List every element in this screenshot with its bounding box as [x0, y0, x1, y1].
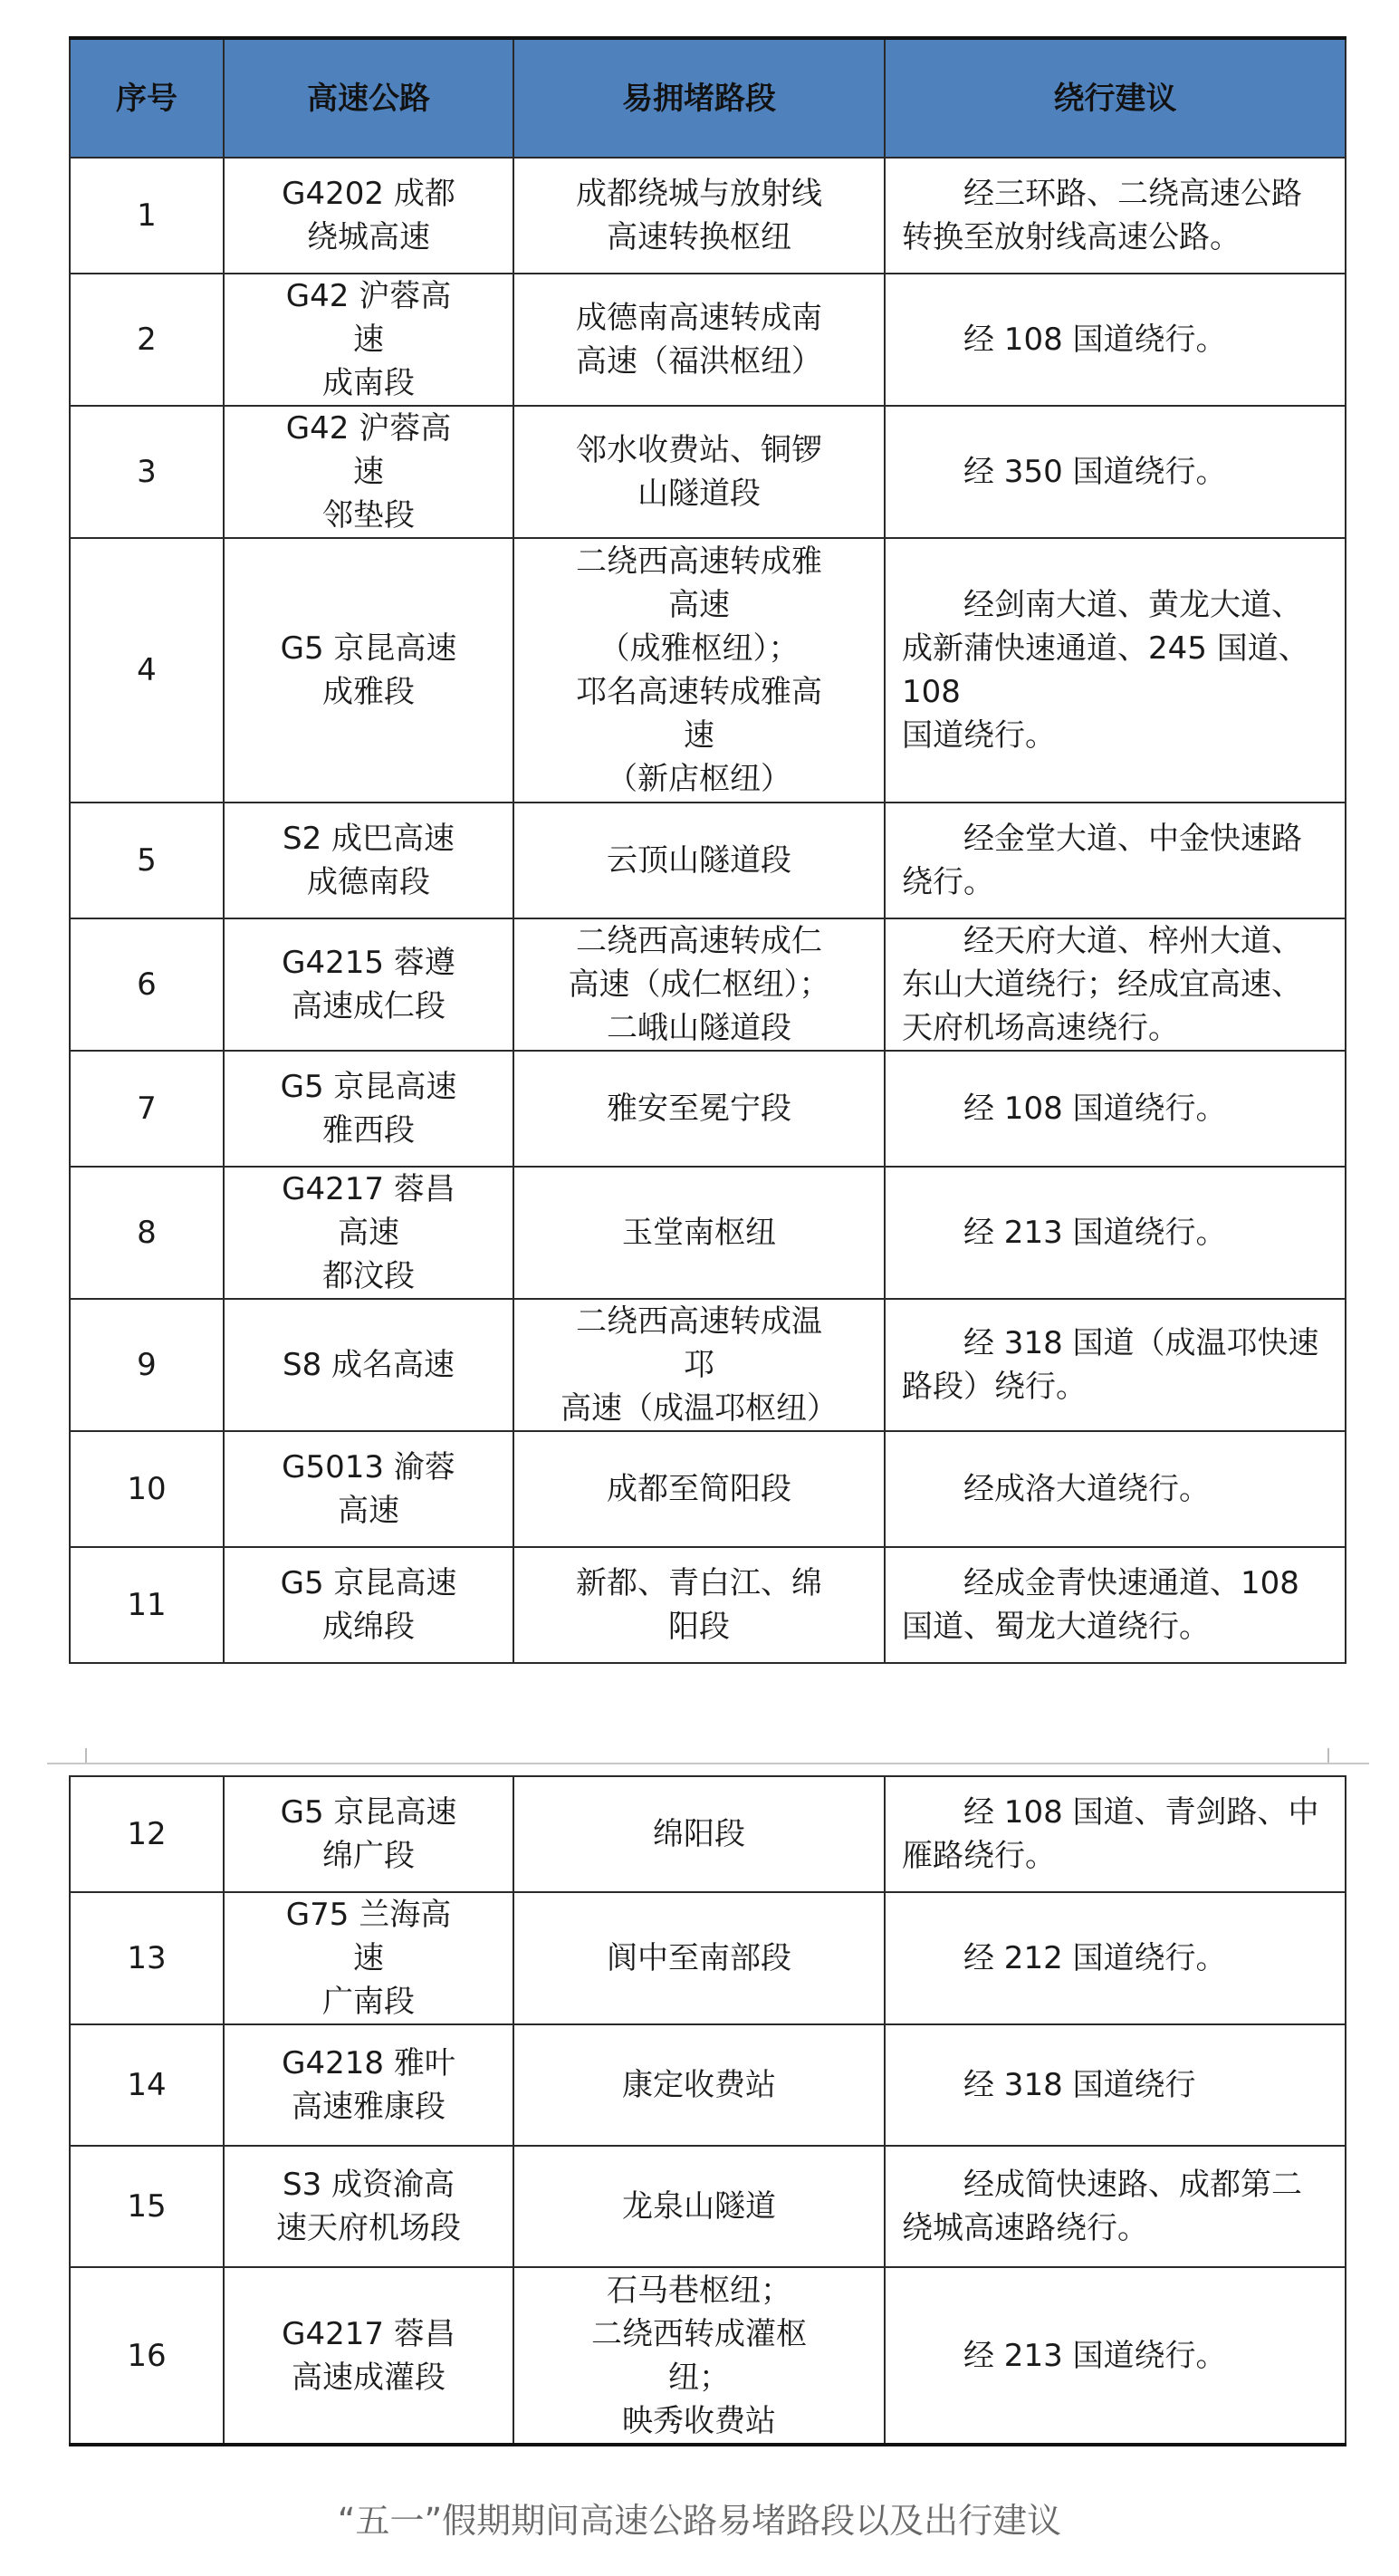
row-number: 1: [70, 158, 224, 274]
road-name: [224, 1431, 513, 1547]
road-name-line: G42 沪蓉高: [285, 278, 452, 314]
congested-segment-line: 纽；: [668, 2359, 730, 2396]
road-name-line: G4217 蓉昌: [282, 1171, 455, 1207]
congested-segment-line: 成都绕城与放射线: [576, 176, 822, 212]
congested-segment-line: 速: [684, 717, 714, 754]
table-row: [70, 1299, 1346, 1431]
road-name-line: G5 京昆高速: [280, 1794, 457, 1831]
header-no: 序号: [70, 38, 224, 158]
congested-segment-line: 阳段: [668, 1609, 730, 1645]
congested-segment-line: 新都、青白江、绵: [576, 1565, 822, 1601]
row-number: 3: [70, 406, 224, 538]
detour-advice: [885, 158, 1346, 274]
road-name-line: 广南段: [322, 1984, 415, 2020]
detour-advice-line: 路段）绕行。: [902, 1369, 1087, 1405]
road-name-line: 速: [353, 454, 384, 490]
page-break-line: [47, 1763, 1369, 1764]
table-row: [70, 803, 1346, 918]
row-number: 10: [70, 1431, 224, 1547]
road-name-line: S3 成资渝高: [282, 2167, 455, 2203]
congested-segment-line: 高速（成温邛枢纽）: [561, 1390, 838, 1427]
road-name-line: 速: [353, 322, 384, 358]
congested-segment: [513, 1547, 885, 1663]
congested-segment: [513, 2267, 885, 2445]
congested-segment-line: 二绕西高速转成仁: [576, 923, 822, 959]
congested-segment: [513, 803, 885, 918]
row-number: 4: [70, 538, 224, 803]
detour-advice: [885, 1299, 1346, 1431]
road-name: [224, 2267, 513, 2445]
row-number: 8: [70, 1167, 224, 1299]
road-name: [224, 1299, 513, 1431]
congested-segment-line: 阆中至南部段: [607, 1940, 791, 1976]
congested-segment-line: 绵阳段: [653, 1816, 745, 1852]
road-name: [224, 1776, 513, 1892]
congested-segment: [513, 406, 885, 538]
road-name: [224, 2024, 513, 2146]
table-header-row: [70, 38, 1346, 158]
figure-caption: “五一”假期期间高速公路易堵路段以及出行建议: [337, 2501, 1062, 2541]
detour-advice-line: 成新蒲快速通道、245 国道、108: [902, 630, 1309, 710]
road-name: [224, 1892, 513, 2024]
detour-advice: [885, 918, 1346, 1051]
congested-segment-line: 邛名高速转成雅高: [576, 674, 822, 710]
row-number: 9: [70, 1299, 224, 1431]
congested-segment: [513, 2024, 885, 2146]
detour-advice: [885, 1892, 1346, 2024]
road-name: [224, 918, 513, 1051]
table-row: [70, 1547, 1346, 1663]
detour-advice-line: 经 318 国道（成温邛快速: [902, 1325, 1319, 1361]
row-number: 2: [70, 274, 224, 406]
road-name-line: 邻垫段: [322, 497, 415, 533]
congested-segment: [513, 1431, 885, 1547]
congested-segment: [513, 2146, 885, 2267]
road-name-line: G5 京昆高速: [280, 1069, 457, 1105]
congested-segment: [513, 274, 885, 406]
detour-advice-line: 东山大道绕行；经成宜高速、: [902, 966, 1302, 1003]
detour-advice: [885, 803, 1346, 918]
road-name-line: 成德南段: [307, 864, 430, 900]
detour-advice-line: 雁路绕行。: [902, 1838, 1056, 1874]
detour-advice-line: 经成简快速路、成都第二: [902, 2167, 1302, 2203]
congested-segment: [513, 158, 885, 274]
road-name-line: G42 沪蓉高: [285, 410, 452, 447]
road-name-line: 速天府机场段: [276, 2210, 461, 2246]
detour-advice-line: 转换至放射线高速公路。: [902, 219, 1241, 255]
road-name-line: G5013 渝蓉: [282, 1449, 455, 1485]
road-name: [224, 538, 513, 803]
detour-advice-line: 经 108 国道、青剑路、中: [902, 1794, 1319, 1831]
page-break-marker-right: [1327, 1748, 1329, 1763]
detour-advice-line: 经 213 国道绕行。: [902, 1215, 1227, 1251]
road-name-line: S8 成名高速: [282, 1347, 455, 1383]
table-row: [70, 1167, 1346, 1299]
congested-segment-line: 邻水收费站、铜锣: [576, 432, 822, 468]
table-row: [70, 158, 1346, 274]
road-name-line: 雅西段: [322, 1112, 415, 1149]
table-row: [70, 538, 1346, 803]
road-name-line: 成绵段: [322, 1609, 415, 1645]
detour-advice-line: 经金堂大道、中金快速路: [902, 821, 1302, 857]
road-name-line: 高速雅康段: [292, 2089, 446, 2125]
congested-segment: [513, 1051, 885, 1167]
road-name: [224, 274, 513, 406]
road-name-line: 都汶段: [322, 1258, 415, 1294]
congested-segment-line: 高速（福洪枢纽）: [576, 343, 822, 380]
congested-segment-line: （成雅枢纽）；: [599, 630, 800, 667]
table-row: [70, 1892, 1346, 2024]
detour-advice-line: 经剑南大道、黄龙大道、: [902, 587, 1302, 623]
road-name: [224, 406, 513, 538]
road-name-line: G4202 成都: [282, 176, 455, 212]
road-name-line: 高速: [338, 1493, 399, 1529]
table-row: [70, 406, 1346, 538]
detour-advice-line: 绕行。: [902, 864, 994, 900]
detour-advice-line: 经成金青快速通道、108: [902, 1565, 1299, 1601]
congested-segment: [513, 1167, 885, 1299]
detour-advice: [885, 1051, 1346, 1167]
road-name-line: S2 成巴高速: [282, 821, 455, 857]
row-number: 6: [70, 918, 224, 1051]
header-segment: 易拥堵路段: [513, 38, 885, 158]
road-name: [224, 158, 513, 274]
detour-advice: [885, 1547, 1346, 1663]
table-row: [70, 2267, 1346, 2445]
header-road: 高速公路: [224, 38, 513, 158]
detour-advice: [885, 538, 1346, 803]
road-name-line: 高速成仁段: [292, 988, 446, 1024]
congestion-table-part-2: [69, 1775, 1346, 2446]
row-number: 7: [70, 1051, 224, 1167]
congested-segment-line: 二绕西高速转成温: [576, 1303, 822, 1340]
detour-advice-line: 天府机场高速绕行。: [902, 1010, 1179, 1046]
table-row: [70, 2146, 1346, 2267]
congested-segment-line: 二绕西高速转成雅: [576, 543, 822, 580]
row-number: 12: [70, 1776, 224, 1892]
road-name-line: G4218 雅叶: [282, 2045, 455, 2081]
congested-segment-line: 石马巷枢纽；: [607, 2272, 791, 2309]
road-name-line: 绕城高速: [307, 219, 430, 255]
road-name-line: 绵广段: [322, 1838, 415, 1874]
detour-advice-line: 绕城高速路绕行。: [902, 2210, 1148, 2246]
congested-segment: [513, 1299, 885, 1431]
page-break-marker-left: [85, 1748, 87, 1763]
row-number: 5: [70, 803, 224, 918]
road-name-line: G5 京昆高速: [280, 630, 457, 667]
congested-segment-line: 云顶山隧道段: [607, 842, 791, 879]
congested-segment-line: 高速（成仁枢纽）；: [568, 966, 830, 1003]
road-name-line: 高速: [338, 1215, 399, 1251]
congested-segment-line: 高速: [668, 587, 730, 623]
congested-segment-line: 成都至简阳段: [607, 1471, 791, 1507]
row-number: 14: [70, 2024, 224, 2146]
congested-segment-line: 雅安至冕宁段: [607, 1091, 791, 1127]
row-number: 15: [70, 2146, 224, 2267]
congested-segment-line: 玉堂南枢纽: [622, 1215, 776, 1251]
road-name-line: G4217 蓉昌: [282, 2315, 455, 2352]
detour-advice-line: 经 350 国道绕行。: [902, 454, 1227, 490]
detour-advice: [885, 2146, 1346, 2267]
detour-advice: [885, 1776, 1346, 1892]
detour-advice-line: 经 108 国道绕行。: [902, 1091, 1227, 1127]
detour-advice-line: 经天府大道、梓州大道、: [902, 923, 1302, 959]
detour-advice-line: 国道绕行。: [902, 717, 1056, 754]
road-name-line: G75 兰海高: [285, 1897, 452, 1933]
road-name-line: 成雅段: [322, 674, 415, 710]
row-number: 16: [70, 2267, 224, 2445]
road-name-line: G4215 蓉遵: [282, 945, 455, 981]
row-number: 13: [70, 1892, 224, 2024]
road-name: [224, 1051, 513, 1167]
road-name-line: 成南段: [322, 365, 415, 401]
detour-advice: [885, 1431, 1346, 1547]
congested-segment-line: 二峨山隧道段: [607, 1010, 791, 1046]
detour-advice-line: 经三环路、二绕高速公路: [902, 176, 1302, 212]
road-name-line: 速: [353, 1940, 384, 1976]
road-name: [224, 803, 513, 918]
detour-advice: [885, 274, 1346, 406]
detour-advice: [885, 2267, 1346, 2445]
congested-segment-line: （新店枢纽）: [607, 761, 791, 797]
detour-advice-line: 经 318 国道绕行: [902, 2067, 1196, 2103]
congested-segment-line: 二绕西转成灌枢: [591, 2315, 807, 2352]
road-name: [224, 1167, 513, 1299]
congested-segment: [513, 1892, 885, 2024]
table-row: [70, 274, 1346, 406]
road-name-line: 高速成灌段: [292, 2359, 446, 2396]
detour-advice-line: 经成洛大道绕行。: [902, 1471, 1210, 1507]
congested-segment-line: 邛: [684, 1347, 714, 1383]
road-name: [224, 2146, 513, 2267]
row-number: 11: [70, 1547, 224, 1663]
road-name: [224, 1547, 513, 1663]
road-name-line: G5 京昆高速: [280, 1565, 457, 1601]
detour-advice-line: 经 213 国道绕行。: [902, 2337, 1227, 2374]
congested-segment: [513, 918, 885, 1051]
table-row: [70, 2024, 1346, 2146]
congested-segment: [513, 1776, 885, 1892]
congested-segment-line: 龙泉山隧道: [622, 2188, 776, 2225]
detour-advice: [885, 406, 1346, 538]
table-row: [70, 1051, 1346, 1167]
congested-segment-line: 映秀收费站: [622, 2402, 776, 2439]
congested-segment-line: 高速转换枢纽: [607, 219, 791, 255]
detour-advice: [885, 2024, 1346, 2146]
congested-segment-line: 康定收费站: [622, 2067, 776, 2103]
header-advice: 绕行建议: [885, 38, 1346, 158]
detour-advice: [885, 1167, 1346, 1299]
detour-advice-line: 经 108 国道绕行。: [902, 322, 1227, 358]
detour-advice-line: 经 212 国道绕行。: [902, 1940, 1227, 1976]
table-row: [70, 1776, 1346, 1892]
congested-segment-line: 山隧道段: [637, 476, 761, 512]
congested-segment: [513, 538, 885, 803]
congested-segment-line: 成德南高速转成南: [576, 300, 822, 336]
congestion-table-part-1: [69, 36, 1346, 1664]
table-row: [70, 1431, 1346, 1547]
table-row: [70, 918, 1346, 1051]
detour-advice-line: 国道、蜀龙大道绕行。: [902, 1609, 1210, 1645]
